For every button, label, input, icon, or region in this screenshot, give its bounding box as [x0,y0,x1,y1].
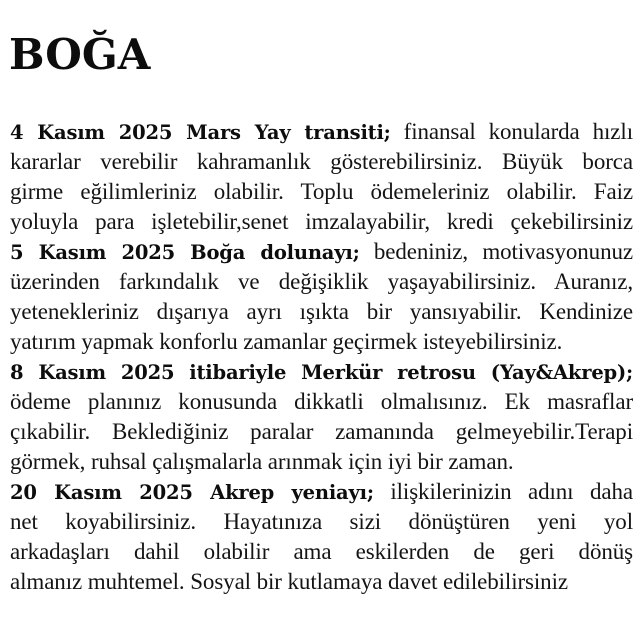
body-text: ilişkilerinizin adını daha [373,479,633,504]
section-heading: 20 Kasım 2025 Akrep yeniayı; [10,481,374,504]
section-heading: 5 Kasım 2025 Boğa dolunayı; [10,241,360,264]
body-line: arkadaşları dahil olabilir ama eskilerden de geri dönüş [10,539,633,564]
section-heading-line [10,357,633,387]
body-line: yatırım yapmak konforlu zamanlar geçirmek isteyebilirsiniz. [10,329,563,354]
body-line: yetenekleriniz dışarıya ayrı ışıkta bir yansıyabilir. Kendinize [10,299,633,324]
section-heading-line [10,477,633,507]
body-line: net koyabilirsiniz. Hayatınıza sizi dönüştüren yeni yol [10,509,633,534]
section-heading-line [10,117,633,147]
body-line: almanız muhtemel. Sosyal bir kutlamaya davet edilebilirsiniz [10,569,568,594]
section-heading: 8 Kasım 2025 itibariyle Merkür retrosu (Yay&Akrep); [10,361,633,384]
body-text: bedeniniz, motivasyonunuz [359,239,633,264]
body-line: girme eğilimleriniz olabilir. Toplu ödemeleriniz olabilir. Faiz [10,179,633,204]
page-title: BOĞA [9,30,151,79]
section-taurus-full-moon [10,237,633,357]
section-heading: 4 Kasım 2025 Mars Yay transiti; [10,121,391,144]
body-line: görmek, ruhsal çalışmalarla arınmak için iyi bir zaman. [10,449,514,474]
body-line: çıkabilir. Beklediğiniz paralar zamanında gelmeyebilir.Terapi [10,419,633,444]
section-mars-sagittarius-transit [10,117,633,237]
section-heading-line [10,237,633,267]
body-line: kararlar verebilir kahramanlık gösterebilirsiniz. Büyük borca [10,149,633,174]
body-text: finansal konularda hızlı [390,119,634,144]
horoscope-content [10,117,633,597]
body-line: yoluyla para işletebilir,senet imzalayabilir, kredi çekebilirsiniz [10,209,633,234]
section-mercury-retrograde [10,357,633,477]
body-line: ödeme planınız konusunda dikkatli olmalısınız. Ek masraflar [10,389,633,414]
body-line: üzerinden farkındalık ve değişiklik yaşayabilirsiniz. Auranız, [10,269,633,294]
section-scorpio-new-moon [10,477,633,597]
